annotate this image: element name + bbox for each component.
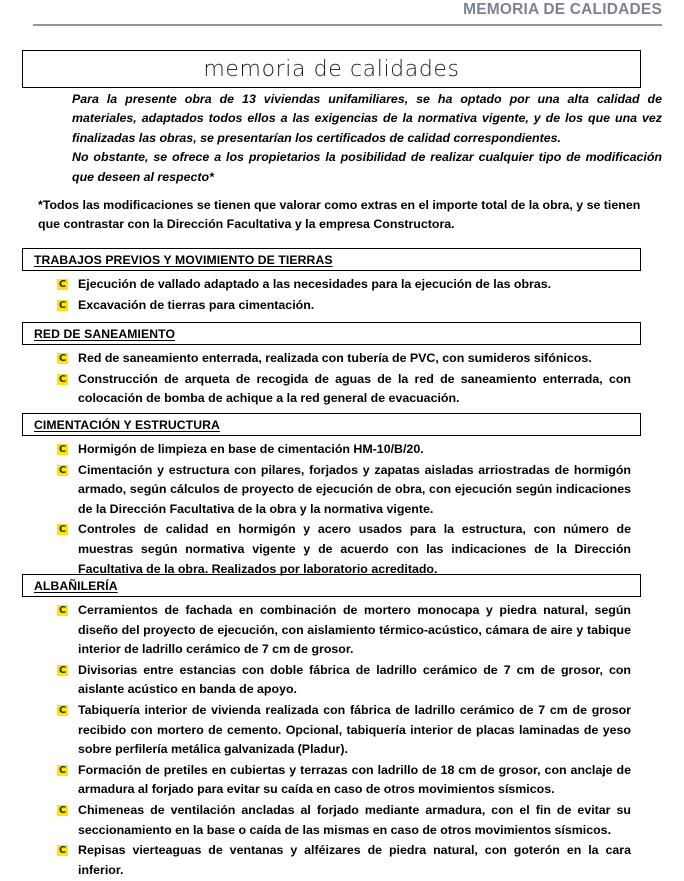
yellow-c-bullet-icon: C [58, 353, 67, 364]
list-item [22, 801, 641, 840]
list-item-text: Cimentación y estructura con pilares, forjados y zapatas aisladas arriostradas de hormigón armado, según cálculos de proyecto de ejecución de obra, con ejecución según indicaciones de la Dirección Facultativa de la obra y la normativa vigente. [78, 462, 631, 516]
list-item [22, 461, 641, 520]
section-bullet-list [22, 436, 641, 579]
intro-paragraph-2: No obstante, se ofrece a los propietarios la posibilidad de realizar cualquier tipo de modificación que deseen al respecto* [72, 150, 662, 184]
list-item [22, 520, 641, 579]
section-heading: TRABAJOS PREVIOS Y MOVIMIENTO DE TIERRAS [34, 252, 333, 267]
list-item-text: Formación de pretiles en cubiertas y terrazas con ladrillo de 18 cm de grosor, con anclaje de armadura al forjado para evitar su caída en caso de otros movimientos sísmicos. [78, 762, 631, 797]
list-item-text: Repisas vierteaguas de ventanas y alféizares de piedra natural, con goterón en la cara inferior. [78, 843, 631, 877]
list-item [22, 370, 641, 409]
list-item [22, 440, 641, 460]
section-heading: ALBAÑILERÍA [34, 578, 118, 593]
document-body [0, 34, 684, 877]
section-header-box [22, 322, 641, 345]
list-item [22, 661, 641, 700]
yellow-c-bullet-icon: C [58, 464, 67, 476]
yellow-c-bullet-icon: C [58, 804, 67, 816]
document-title: memoria de calidades [203, 56, 460, 82]
section-heading: RED DE SANEAMIENTO [34, 326, 176, 341]
yellow-c-bullet-icon: C [58, 704, 67, 716]
section-red-saneamiento [22, 322, 641, 410]
section-heading: CIMENTACIÓN Y ESTRUCTURA [34, 417, 220, 432]
yellow-c-bullet-icon: C [58, 524, 67, 536]
document-title-box [22, 50, 641, 88]
list-item-text: Hormigón de limpieza en base de cimentación HM-10/B/20. [78, 442, 424, 456]
yellow-c-bullet-icon: C [58, 373, 67, 385]
list-item [22, 349, 641, 369]
list-item [22, 601, 641, 660]
list-item [22, 701, 641, 760]
list-item-text: Ejecución de vallado adaptado a las necesidades para la ejecución de las obras. [78, 277, 552, 291]
section-header-box [22, 574, 641, 597]
yellow-c-bullet-icon: C [58, 279, 67, 290]
list-item [22, 761, 641, 800]
list-item [22, 841, 641, 880]
yellow-c-bullet-icon: C [58, 664, 67, 676]
list-item-text: Construcción de arqueta de recogida de aguas de la red de saneamiento enterrada, con colocación de bomba de achique a la red general de evacuación. [78, 371, 631, 406]
yellow-c-bullet-icon: C [58, 444, 67, 455]
intro-block [0, 90, 684, 235]
list-item-text: Divisorias entre estancias con doble fábrica de ladrillo cerámico de 7 cm de grosor, con aislante acústico en banda de apoyo. [78, 662, 631, 697]
page-running-header [0, 0, 684, 34]
section-albanileria [22, 574, 641, 881]
list-item-text: Controles de calidad en hormigón y acero usados para la estructura, con número de muestras según normativa vigente y de acuerdo con las indicaciones de la Dirección Facultativa de la obra. Realizados por laboratorio acreditado. [78, 522, 631, 576]
section-header-box [22, 248, 641, 271]
section-bullet-list [22, 271, 641, 315]
intro-footnote: *Todos las modificaciones se tienen que valorar como extras en el importe total de la obra, y se tienen que contrastar con la Dirección Facultativa y la empresa Constructora. [38, 198, 641, 232]
header-divider [33, 24, 662, 26]
list-item-text: Red de saneamiento enterrada, realizada con tubería de PVC, con sumideros sifónicos. [78, 351, 592, 365]
yellow-c-bullet-icon: C [58, 845, 67, 857]
list-item [22, 275, 641, 295]
list-item-text: Tabiquería interior de vivienda realizada con fábrica de ladrillo cerámico de 7 cm de grosor recibido con mortero de cemento. Opcional, tabiquería interior de placas laminadas de yeso sobre perfilería metálica galvanizada (Pladur). [78, 702, 631, 757]
intro-paragraph-1: Para la presente obra de 13 viviendas unifamiliares, se ha optado por una alta calidad de materiales, adaptados todos ellos a las exigencias de la normativa vigente, y de los que una vez finalizadas las obras, se presentarían los certificados de calidad correspondientes. [72, 92, 662, 145]
section-header-box [22, 413, 641, 436]
section-bullet-list [22, 345, 641, 409]
section-trabajos-previos [22, 248, 641, 316]
yellow-c-bullet-icon: C [58, 605, 67, 616]
list-item-text: Excavación de tierras para cimentación. [78, 297, 315, 312]
yellow-c-bullet-icon: C [58, 299, 67, 311]
list-item [22, 296, 641, 316]
running-header-title: MEMORIA DE CALIDADES [463, 1, 662, 18]
yellow-c-bullet-icon: C [58, 764, 67, 776]
section-cimentacion-estructura [22, 413, 641, 580]
list-item-text: Chimeneas de ventilación ancladas al forjado mediante armadura, con el fin de evitar su seccionamiento en la base o caída de las mismas en caso de otros movimientos sísmicos. [78, 802, 631, 837]
section-bullet-list [22, 597, 641, 880]
list-item-text: Cerramientos de fachada en combinación de mortero monocapa y piedra natural, según diseño del proyecto de ejecución, con aislamiento térmico-acústico, cámara de aire y tabique interior de ladrillo cerámico de 7 cm de grosor. [78, 603, 631, 657]
